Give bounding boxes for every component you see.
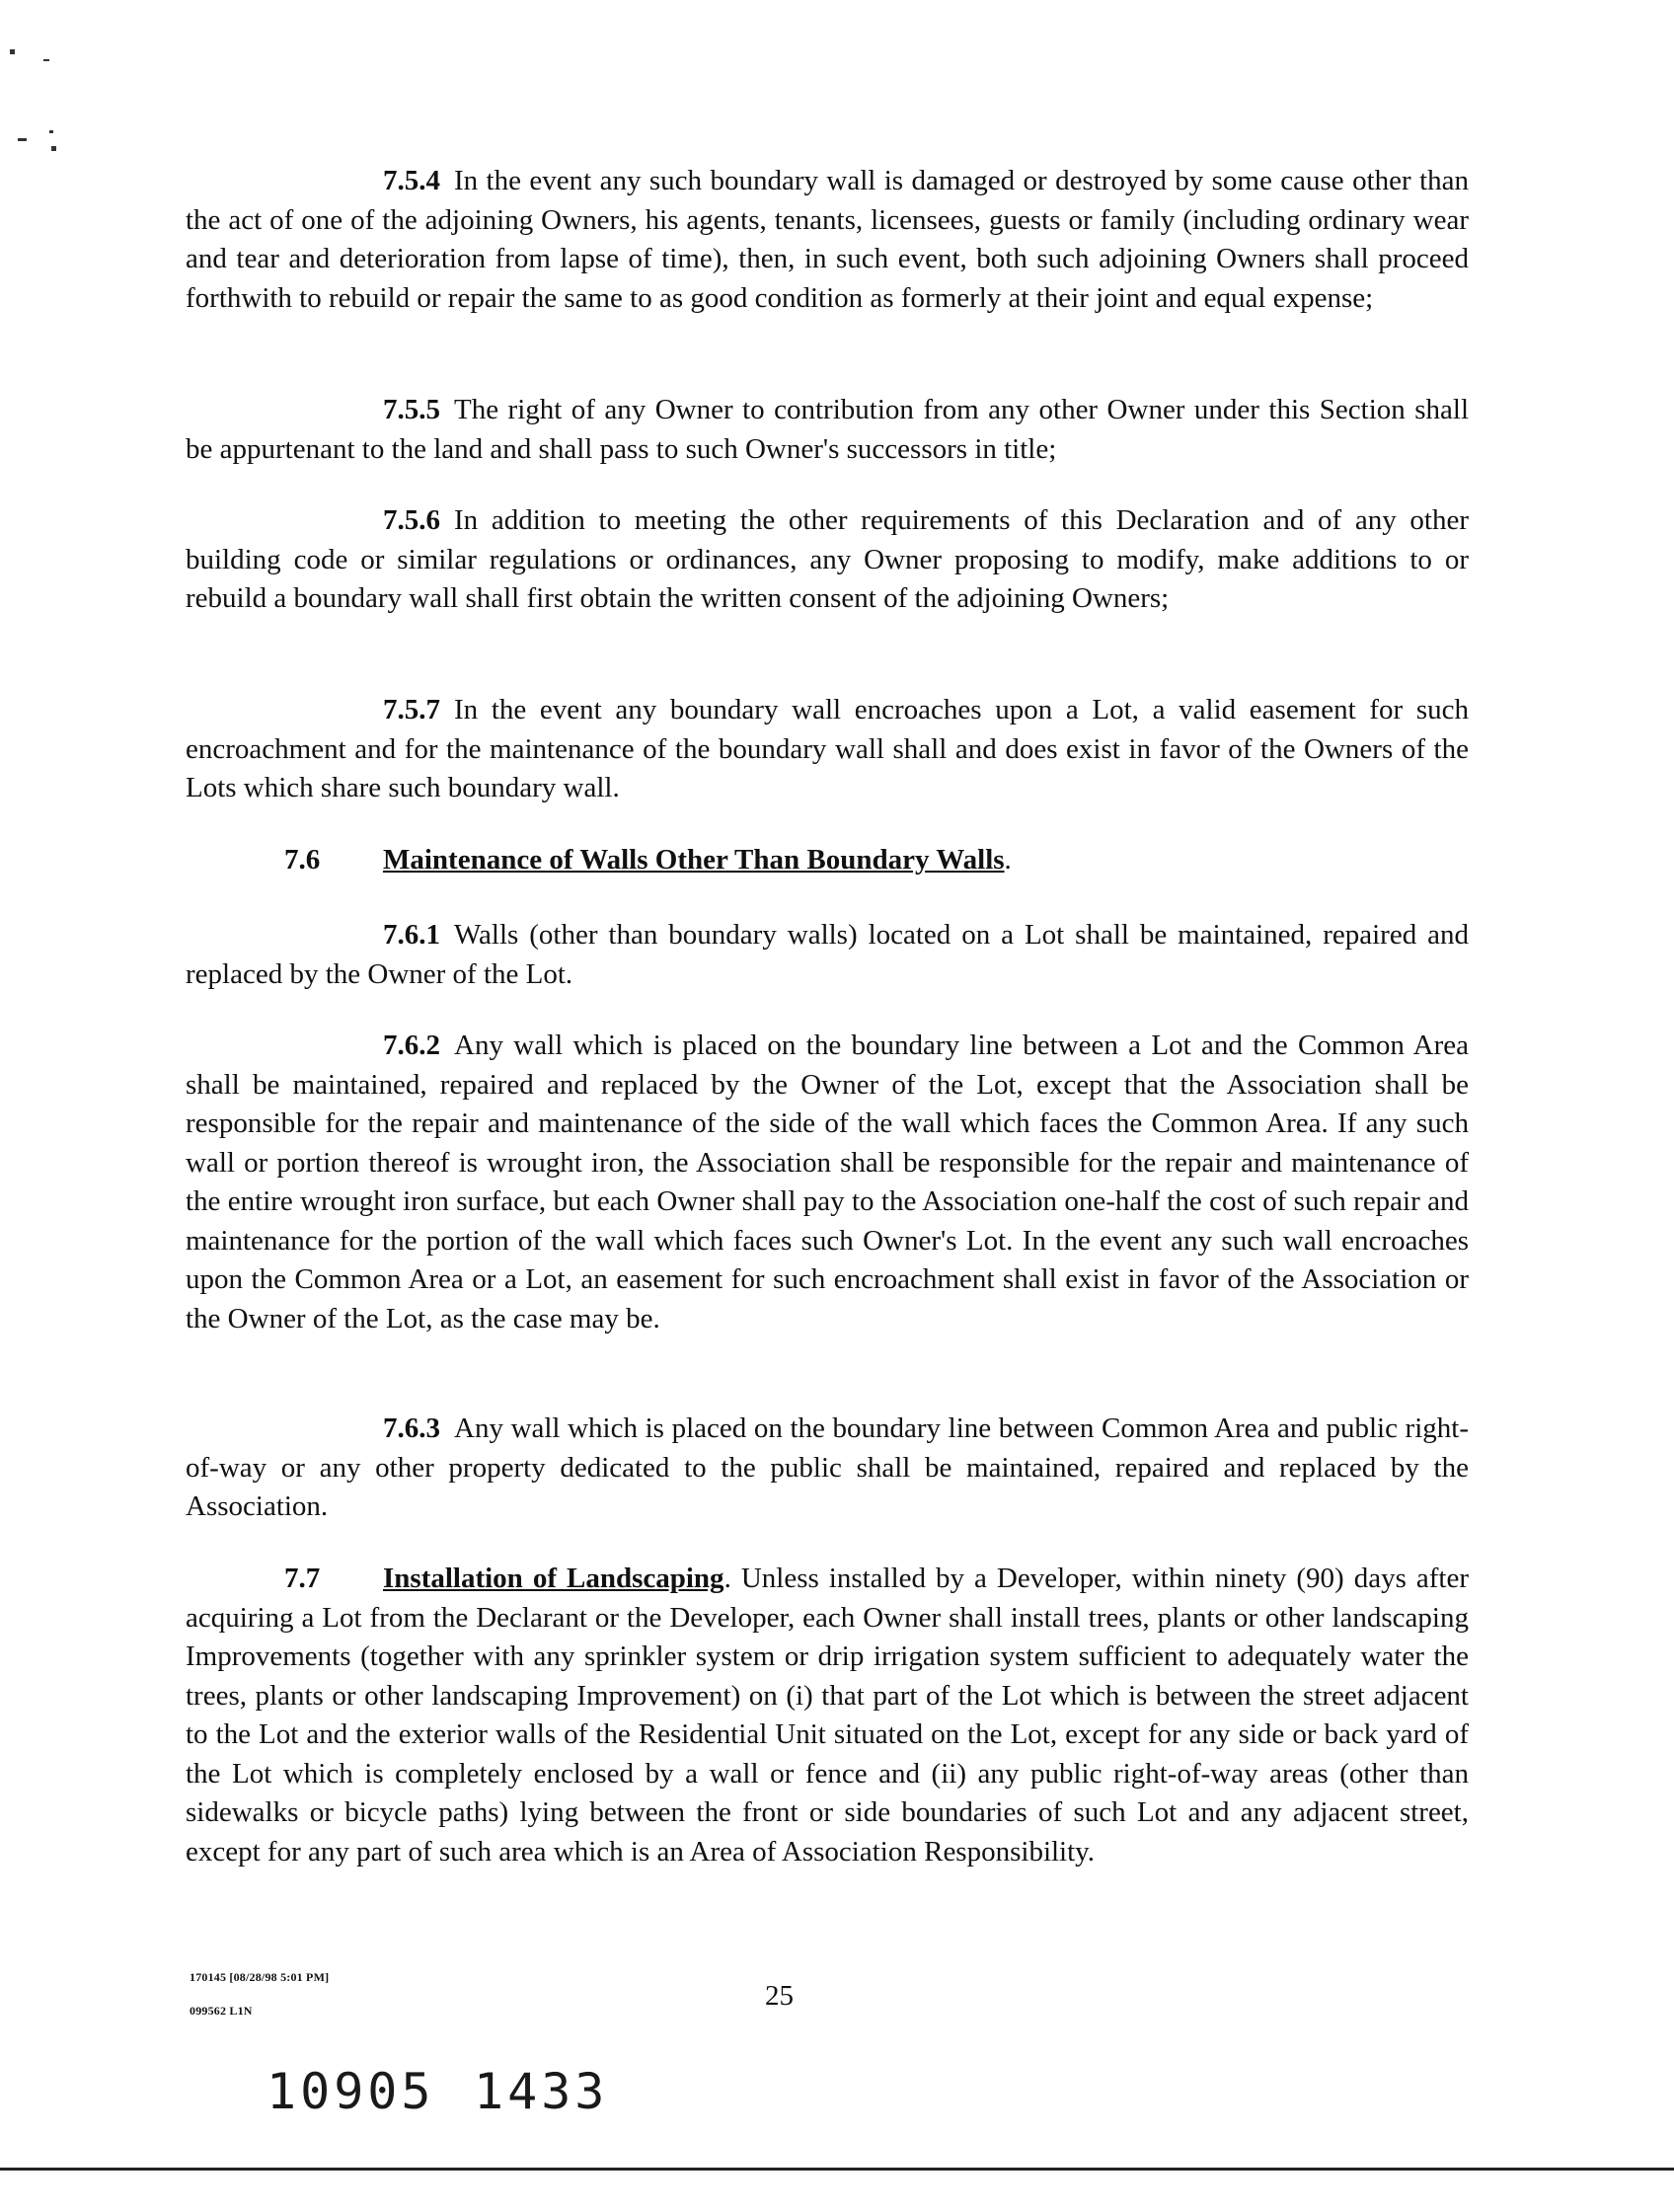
paragraph-7-6-1 — [186, 916, 1469, 994]
paragraph-7-6-3 — [186, 1410, 1469, 1527]
document-id: 170145 [08/28/98 5:01 PM] — [190, 1970, 330, 1984]
section-7-6-heading — [186, 841, 1469, 880]
paragraph-text: Any wall which is placed on the boundary line between Common Area and public right-of-way or any other property dedicated to the public shall be maintained, repaired and replaced by the Association. — [186, 1412, 1469, 1522]
section-7-7 — [186, 1560, 1469, 1871]
scan-speck — [18, 138, 27, 141]
paragraph-number: 7.5.4 — [383, 165, 440, 196]
paragraph-number: 7.5.7 — [383, 694, 440, 725]
paragraph-text: Any wall which is placed on the boundary line between a Lot and the Common Area shall be maintained, repaired and replaced by the Owner of the Lot, except that the Association shall be responsible for the repair and maintenance of the side of the wall which faces the Common Area. If any such wall or portion thereof is wrought iron, the Association shall be responsible for the repair and maintenance of the entire wrought iron surface, but each Owner shall pay to the Association one-half the cost of such repair and maintenance for the portion of the wall which faces such Owner's Lot. In the event any such wall encroaches upon the Common Area or a Lot, an easement for such encroachment shall exist in favor of the Association or the Owner of the Lot, as the case may be. — [186, 1030, 1469, 1335]
bottom-rule — [0, 2168, 1674, 2171]
paragraph-number: 7.6.2 — [383, 1030, 440, 1061]
page-number: 25 — [765, 1980, 794, 2012]
paragraph-7-6-2 — [186, 1027, 1469, 1338]
scan-speck — [51, 146, 56, 151]
paragraph-7-5-5 — [186, 391, 1469, 469]
paragraph-number: 7.5.6 — [383, 504, 440, 536]
recording-book-number: 10905 — [266, 2063, 435, 2120]
heading-period: . — [1004, 844, 1012, 876]
paragraph-7-5-4 — [186, 162, 1469, 318]
scan-speck — [10, 49, 15, 54]
paragraph-text: In addition to meeting the other requirements of this Declaration and of any other building code or similar regulations or ordinances, any Owner proposing to modify, make additions to or rebuild a boundary wall shall first obtain the written consent of the adjoining Owners; — [186, 504, 1469, 614]
section-number: 7.7 — [284, 1563, 321, 1594]
paragraph-text: In the event any such boundary wall is damaged or destroyed by some cause other than the act of one of the adjoining Owners, his agents, tenants, licensees, guests or family (including ordinary wear and tear and deterioration from lapse of time), then, in such event, both such adjoining Owners shall proceed forthwith to rebuild or repair the same to as good condition as formerly at their joint and equal expense; — [186, 165, 1469, 314]
section-number: 7.6 — [284, 844, 321, 876]
paragraph-number: 7.5.5 — [383, 394, 440, 425]
section-heading: Installation of Landscaping — [383, 1563, 724, 1594]
file-code: 099562 L1N — [190, 2004, 253, 2018]
paragraph-number: 7.6.3 — [383, 1412, 440, 1444]
paragraph-7-5-6 — [186, 501, 1469, 619]
paragraph-text: Walls (other than boundary walls) located on a Lot shall be maintained, repaired and replaced by the Owner of the Lot. — [186, 919, 1469, 990]
scan-speck — [43, 59, 49, 61]
paragraph-text: The right of any Owner to contribution from any other Owner under this Section shall be appurtenant to the land and shall pass to such Owner's successors in title; — [186, 394, 1469, 465]
section-heading: Maintenance of Walls Other Than Boundary Walls — [383, 844, 1005, 876]
paragraph-7-5-7 — [186, 691, 1469, 808]
section-text: . Unless installed by a Developer, within ninety (90) days after acquiring a Lot from the Declarant or the Developer, each Owner shall install trees, plants or other landscaping Improvements (together with any sprinkler system or drip irrigation system sufficient to adequately water the trees, plants or other landscaping Improvement) on (i) that part of the Lot which is between the street adjacent to the Lot and the exterior walls of the Residential Unit situated on the Lot, except for any side or back yard of the Lot which is completely enclosed by a wall or fence and (ii) any public right-of-way areas (other than sidewalks or bicycle paths) lying between the front or side boundaries of such Lot and any adjacent street, except for any part of such area which is an Area of Association Responsibility. — [186, 1563, 1469, 1868]
paragraph-text: In the event any boundary wall encroaches upon a Lot, a valid easement for such encroachment and for the maintenance of the boundary wall shall and does exist in favor of the Owners of the Lots which share such boundary wall. — [186, 694, 1469, 803]
recording-page-number: 1433 — [474, 2063, 609, 2120]
paragraph-number: 7.6.1 — [383, 919, 440, 951]
scan-speck — [49, 130, 53, 133]
